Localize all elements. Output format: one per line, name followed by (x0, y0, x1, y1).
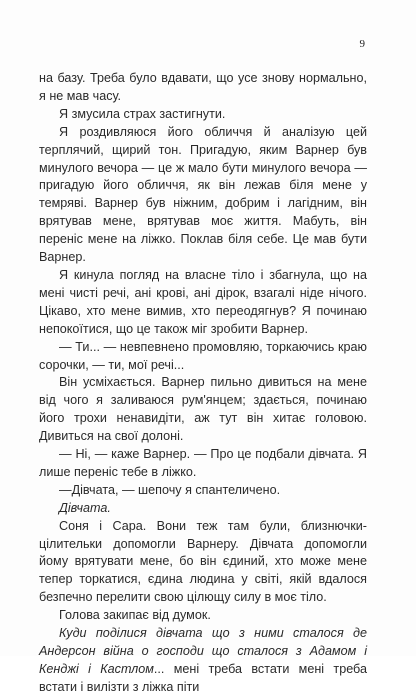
paragraph: Голова закипає від думок. (59, 608, 211, 623)
closing-paragraph (39, 625, 367, 697)
paragraph: —Дівчата, — шепочу я спантеличено. (59, 482, 281, 497)
paragraph: Він усміхається. Варнер пильно дивиться на мене від чого я заливаюся рум'янцем; здається, починаю його трохи ненавидіти, аж тут він хитає головою. Дивиться на свої долоні. (39, 375, 367, 444)
page-number: 9 (359, 38, 365, 50)
paragraph-italic: Дівчата. (59, 500, 111, 515)
paragraph: на базу. Треба було вдавати, що усе знову нормально, я не мав часу. (39, 71, 367, 103)
paragraph: — Ти... — невпевнено промовляю, торкаючись краю сорочки, — ти, мої речі... (39, 339, 367, 372)
body-text (39, 70, 367, 697)
paragraph: Соня і Сара. Вони теж там були, близнючки-цілительки допомогли Варнеру. Дівчата допомогли йому врятувати мене, бо він єдиний, хто може мене тепер торкатися, єдина людина у світі, якій вдалося безпечно перелити свою цілющу силу в моє тіло. (39, 518, 367, 605)
paragraph: — Ні, — каже Варнер. — Про це подбали дівчата. Я лише переніс тебе в ліжко. (39, 447, 367, 479)
paragraph: Я змусила страх застигнути. (59, 106, 226, 121)
paragraph: Я роздивляюся його обличчя й аналізую цей терплячий, щирий тон. Пригадую, яким Варнер був минулого вечора — це ж мало бути минулого вечора — пригадую його обличчя, як він лежав біля мене у темряві. Варнер був ніжним, добрим і лагідним, він врятував мене, врятував моє життя. Мабуть, він переніс мене на ліжко. Поклав біля себе. Це мав бути Варнер. (39, 124, 367, 265)
paragraph: Я кинула погляд на власне тіло і збагнула, що на мені чисті речі, ані крові, ані дірок, взагалі ніде нічого. Цікаво, хто мене вимив, хто переодягнув? Я починаю непокоїтися, що це також міг зробити Варнер. (39, 267, 367, 336)
closing-italic-text: Куди поділися дівчата що з ними сталося де Андерсон війна о господи що сталося з Адамом і Кенджі і Кастлом (39, 626, 367, 676)
closing-normal-text: ... мені треба встати мені треба встати і вилізти з ліжка піти (39, 661, 367, 694)
